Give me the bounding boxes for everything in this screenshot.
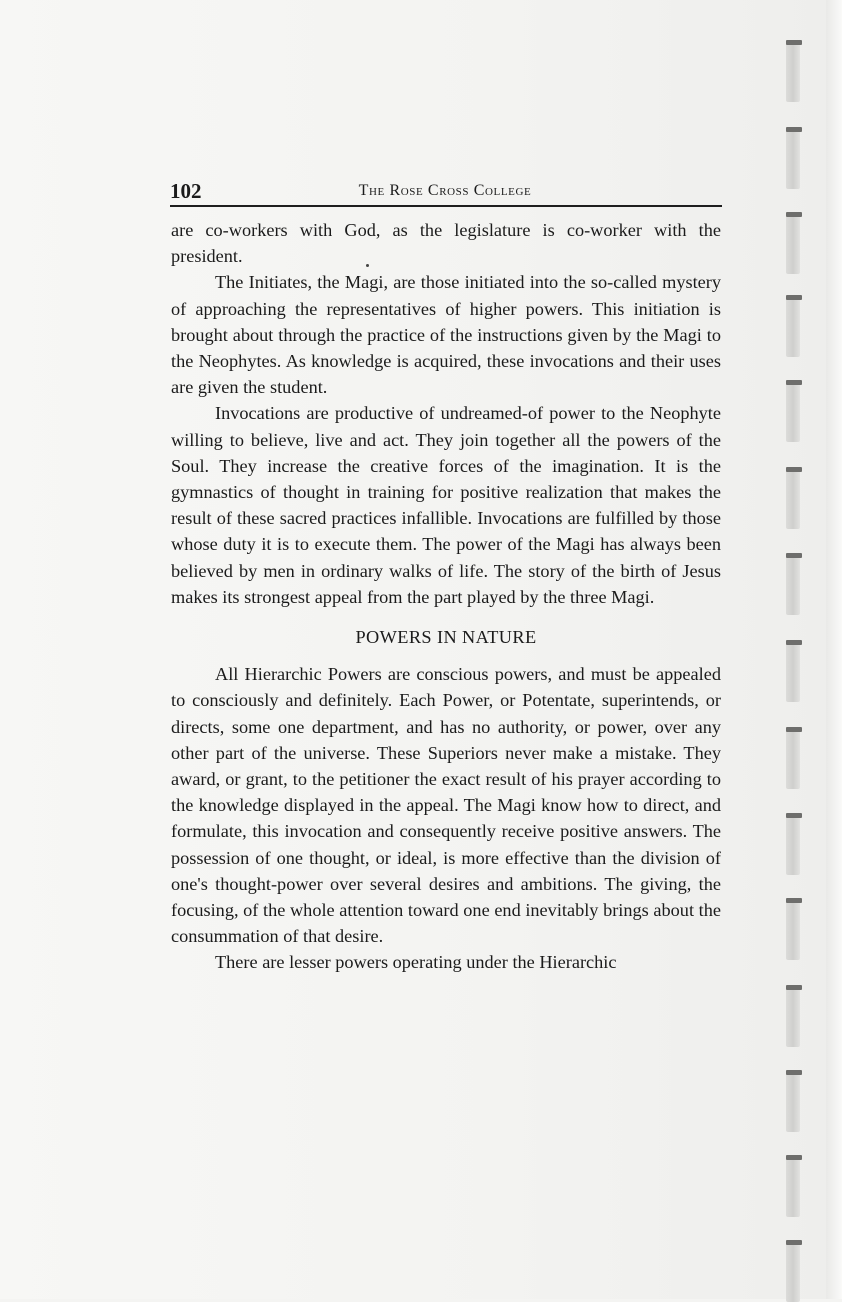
binding-hole xyxy=(786,127,800,189)
binding-hole xyxy=(786,295,800,357)
binding-hole xyxy=(786,727,800,789)
binding-hole xyxy=(786,1240,800,1302)
ink-speck xyxy=(366,264,369,267)
binding-hole xyxy=(786,898,800,960)
binding-hole xyxy=(786,553,800,615)
binding-holes xyxy=(778,30,818,1280)
binding-hole xyxy=(786,813,800,875)
binding-hole xyxy=(786,985,800,1047)
binding-hole xyxy=(786,640,800,702)
binding-hole xyxy=(786,1155,800,1217)
running-head: The Rose Cross College xyxy=(358,182,532,199)
binding-hole xyxy=(786,467,800,529)
paragraph-continued: are co-workers with God, as the legislature is co-worker with the president. xyxy=(171,220,721,267)
binding-hole xyxy=(786,40,800,102)
section-heading: POWERS IN NATURE xyxy=(355,627,537,648)
binding-hole xyxy=(786,380,800,442)
page-edge xyxy=(826,0,842,1299)
paragraph-lesser-powers: There are lesser powers operating under the Hierarchic xyxy=(215,952,617,973)
paragraph-hierarchic-powers: All Hierarchic Powers are conscious powers, and must be appealed to consciously and definitely. Each Power, or Potentate, superintends, or directs, some one department, and has no authority, or power, over any other part of the universe. These Superiors never make a mistake. They award, or grant, to the petitioner the exact result of his prayer according to the knowledge displayed in the appeal. The Magi know how to direct, and formulate, this invocation and consequently receive positive answers. The possession of one thought, or ideal, is more effective than the division of one's thought-power over several desires and ambitions. The giving, the focusing, of the whole attention toward one end inevitably brings about the consummation of that desire. xyxy=(171,664,721,947)
paragraph-initiates: The Initiates, the Magi, are those initiated into the so-called mystery of approaching the representatives of higher powers. This initiation is brought about through the practice of the instructions given by the Magi to the Neophytes. As knowledge is acquired, these invocations and their uses are given the student. xyxy=(171,272,721,398)
page-number: 102 xyxy=(170,179,202,203)
page-header xyxy=(170,178,720,204)
binding-hole xyxy=(786,1070,800,1132)
body-text xyxy=(171,217,721,976)
header-rule xyxy=(170,205,722,207)
paragraph-invocations: Invocations are productive of undreamed-of power to the Neophyte willing to believe, live and act. They join together all the powers of the Soul. They increase the creative forces of the imagination. It is the gymnastics of thought in training for positive realization that makes the result of these sacred practices infallible. Invocations are fulfilled by those whose duty it is to execute them. The power of the Magi has always been believed by men in ordinary walks of life. The story of the birth of Jesus makes its strongest appeal from the part played by the three Magi. xyxy=(171,403,721,607)
binding-hole xyxy=(786,212,800,274)
